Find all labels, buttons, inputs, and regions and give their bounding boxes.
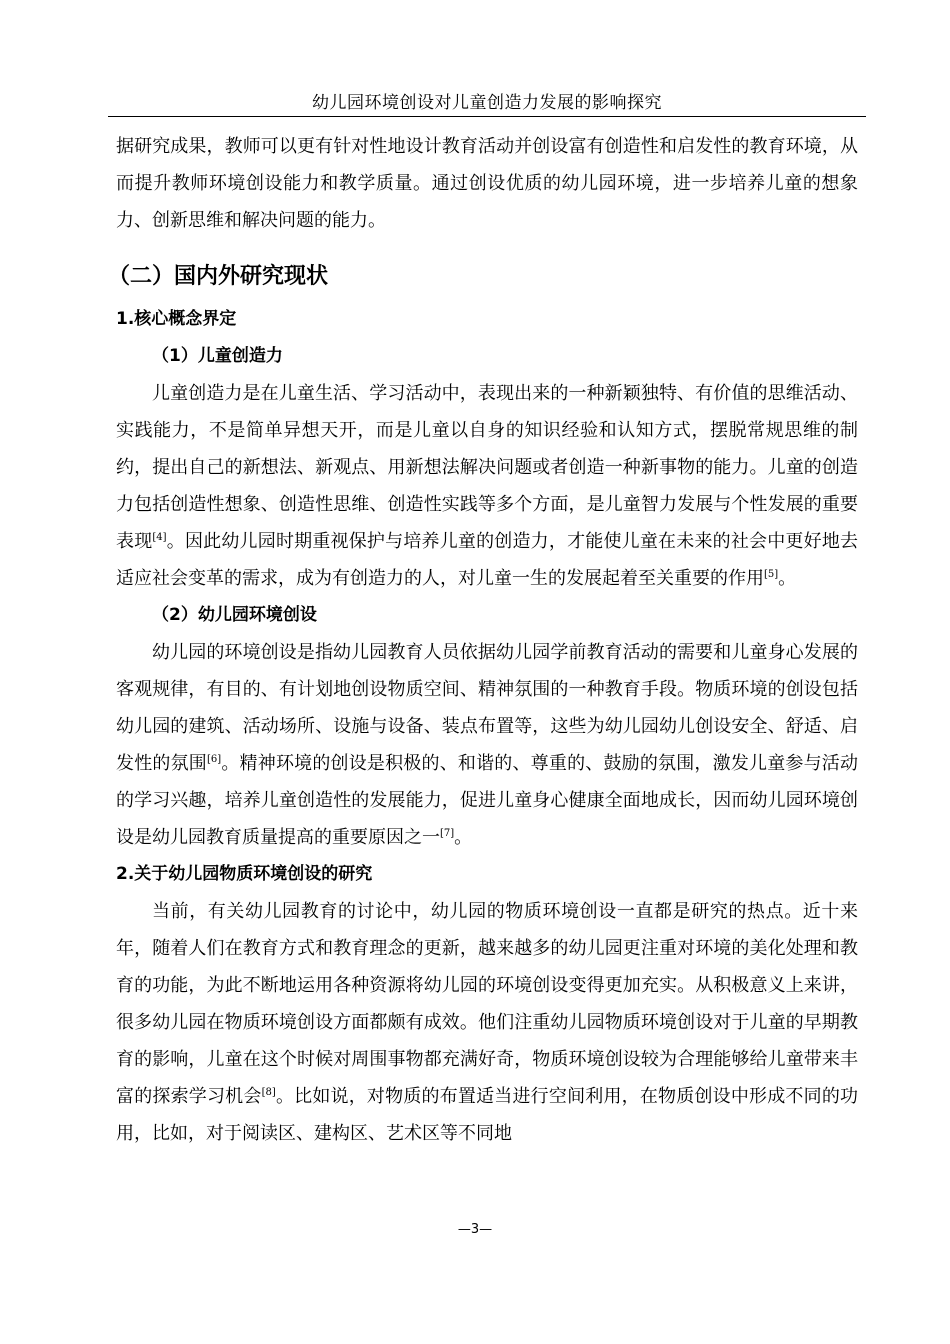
- citation-7: [7]: [440, 828, 455, 839]
- subheading-kindergarten-environment: （2）幼儿园环境创设: [152, 605, 317, 625]
- citation-5: [5]: [764, 569, 779, 580]
- text-run: 当前，有关幼儿园教育的讨论中，幼儿园的物质环境创设一直都是研究的热点。近十来年，随着人们在教育方式和教育理念的更新，越来越多的幼儿园更注重对环境的美化处理和教育的功能，为此不断地运用各种资源将幼儿园的环境创设变得更加充实。从积极意义上来讲，很多幼儿园在物质环境创设方面都颇有成效。他们注重幼儿园物质环境创设对于儿童的早期教育的影响，儿童在这个时候对周围事物都充满好奇，物质环境创设较为合理能够给儿童带来丰富的探索学习机会: [116, 901, 858, 1107]
- text-run: 幼儿园的环境创设是指幼儿园教育人员依据幼儿园学前教育活动的需要和儿童身心发展的客观规律，有目的、有计划地创设物质空间、精神氛围的一种教育手段。物质环境的创设包括幼儿园的建筑、活动场所、设施与设备、装点布置等，这些为幼儿园幼儿创设安全、舒适、启发性的氛围: [116, 642, 858, 774]
- citation-4: [4]: [152, 532, 167, 543]
- subsection-heading-physical-environment: 2.关于幼儿园物质环境创设的研究: [116, 864, 373, 884]
- paragraph-physical-environment: [116, 893, 858, 1152]
- citation-6: [6]: [206, 754, 222, 765]
- header-rule: [108, 116, 866, 117]
- running-header: 幼儿园环境创设对儿童创造力发展的影响探究: [312, 93, 662, 113]
- subheading-child-creativity: （1）儿童创造力: [152, 346, 283, 366]
- paragraph-intro-continued: 据研究成果，教师可以更有针对性地设计教育活动并创设富有创造性和启发性的教育环境，从而提升教师环境创设能力和教学质量。通过创设优质的幼儿园环境，进一步培养儿童的想象力、创新思维和解决问题的能力。: [116, 136, 858, 231]
- section-heading-research-status: （二）国内外研究现状: [108, 264, 329, 289]
- text-run: 。: [454, 827, 473, 848]
- paragraph-child-creativity: [116, 375, 858, 597]
- page-body: [108, 128, 859, 1152]
- text-run: 。因此幼儿园时期重视保护与培养儿童的创造力，才能使儿童在未来的社会中更好地去适应社会变革的需求，成为有创造力的人，对儿童一生的发展起着至关重要的作用: [116, 531, 859, 589]
- text-run: 儿童创造力是在儿童生活、学习活动中，表现出来的一种新颖独特、有价值的思维活动、实践能力，不是简单异想天开，而是儿童以自身的知识经验和认知方式，摆脱常规思维的制约，提出自己的新想法、新观点、用新想法解决问题或者创造一种新事物的能力。儿童的创造力包括创造性想象、创造性思维、创造性实践等多个方面，是儿童智力发展与个性发展的重要表现: [116, 383, 858, 552]
- citation-8: [8]: [261, 1087, 276, 1098]
- text-run: 。比如说，对物质的布置适当进行空间利用，在物质创设中形成不同的功用，比如，对于阅读区、建构区、艺术区等不同地: [116, 1086, 859, 1144]
- subsection-heading-core-concepts: 1.核心概念界定: [116, 309, 237, 329]
- text-run: 。: [778, 568, 797, 589]
- text-run: 。精神环境的创设是积极的、和谐的、尊重的、鼓励的氛围，激发儿童参与活动的学习兴趣，培养儿童创造性的发展能力，促进儿童身心健康全面地成长，因而幼儿园环境创设是幼儿园教育质量提高的重要原因之一: [116, 753, 859, 848]
- paragraph-kindergarten-environment: [116, 634, 858, 856]
- page-number: —3—: [457, 1222, 493, 1237]
